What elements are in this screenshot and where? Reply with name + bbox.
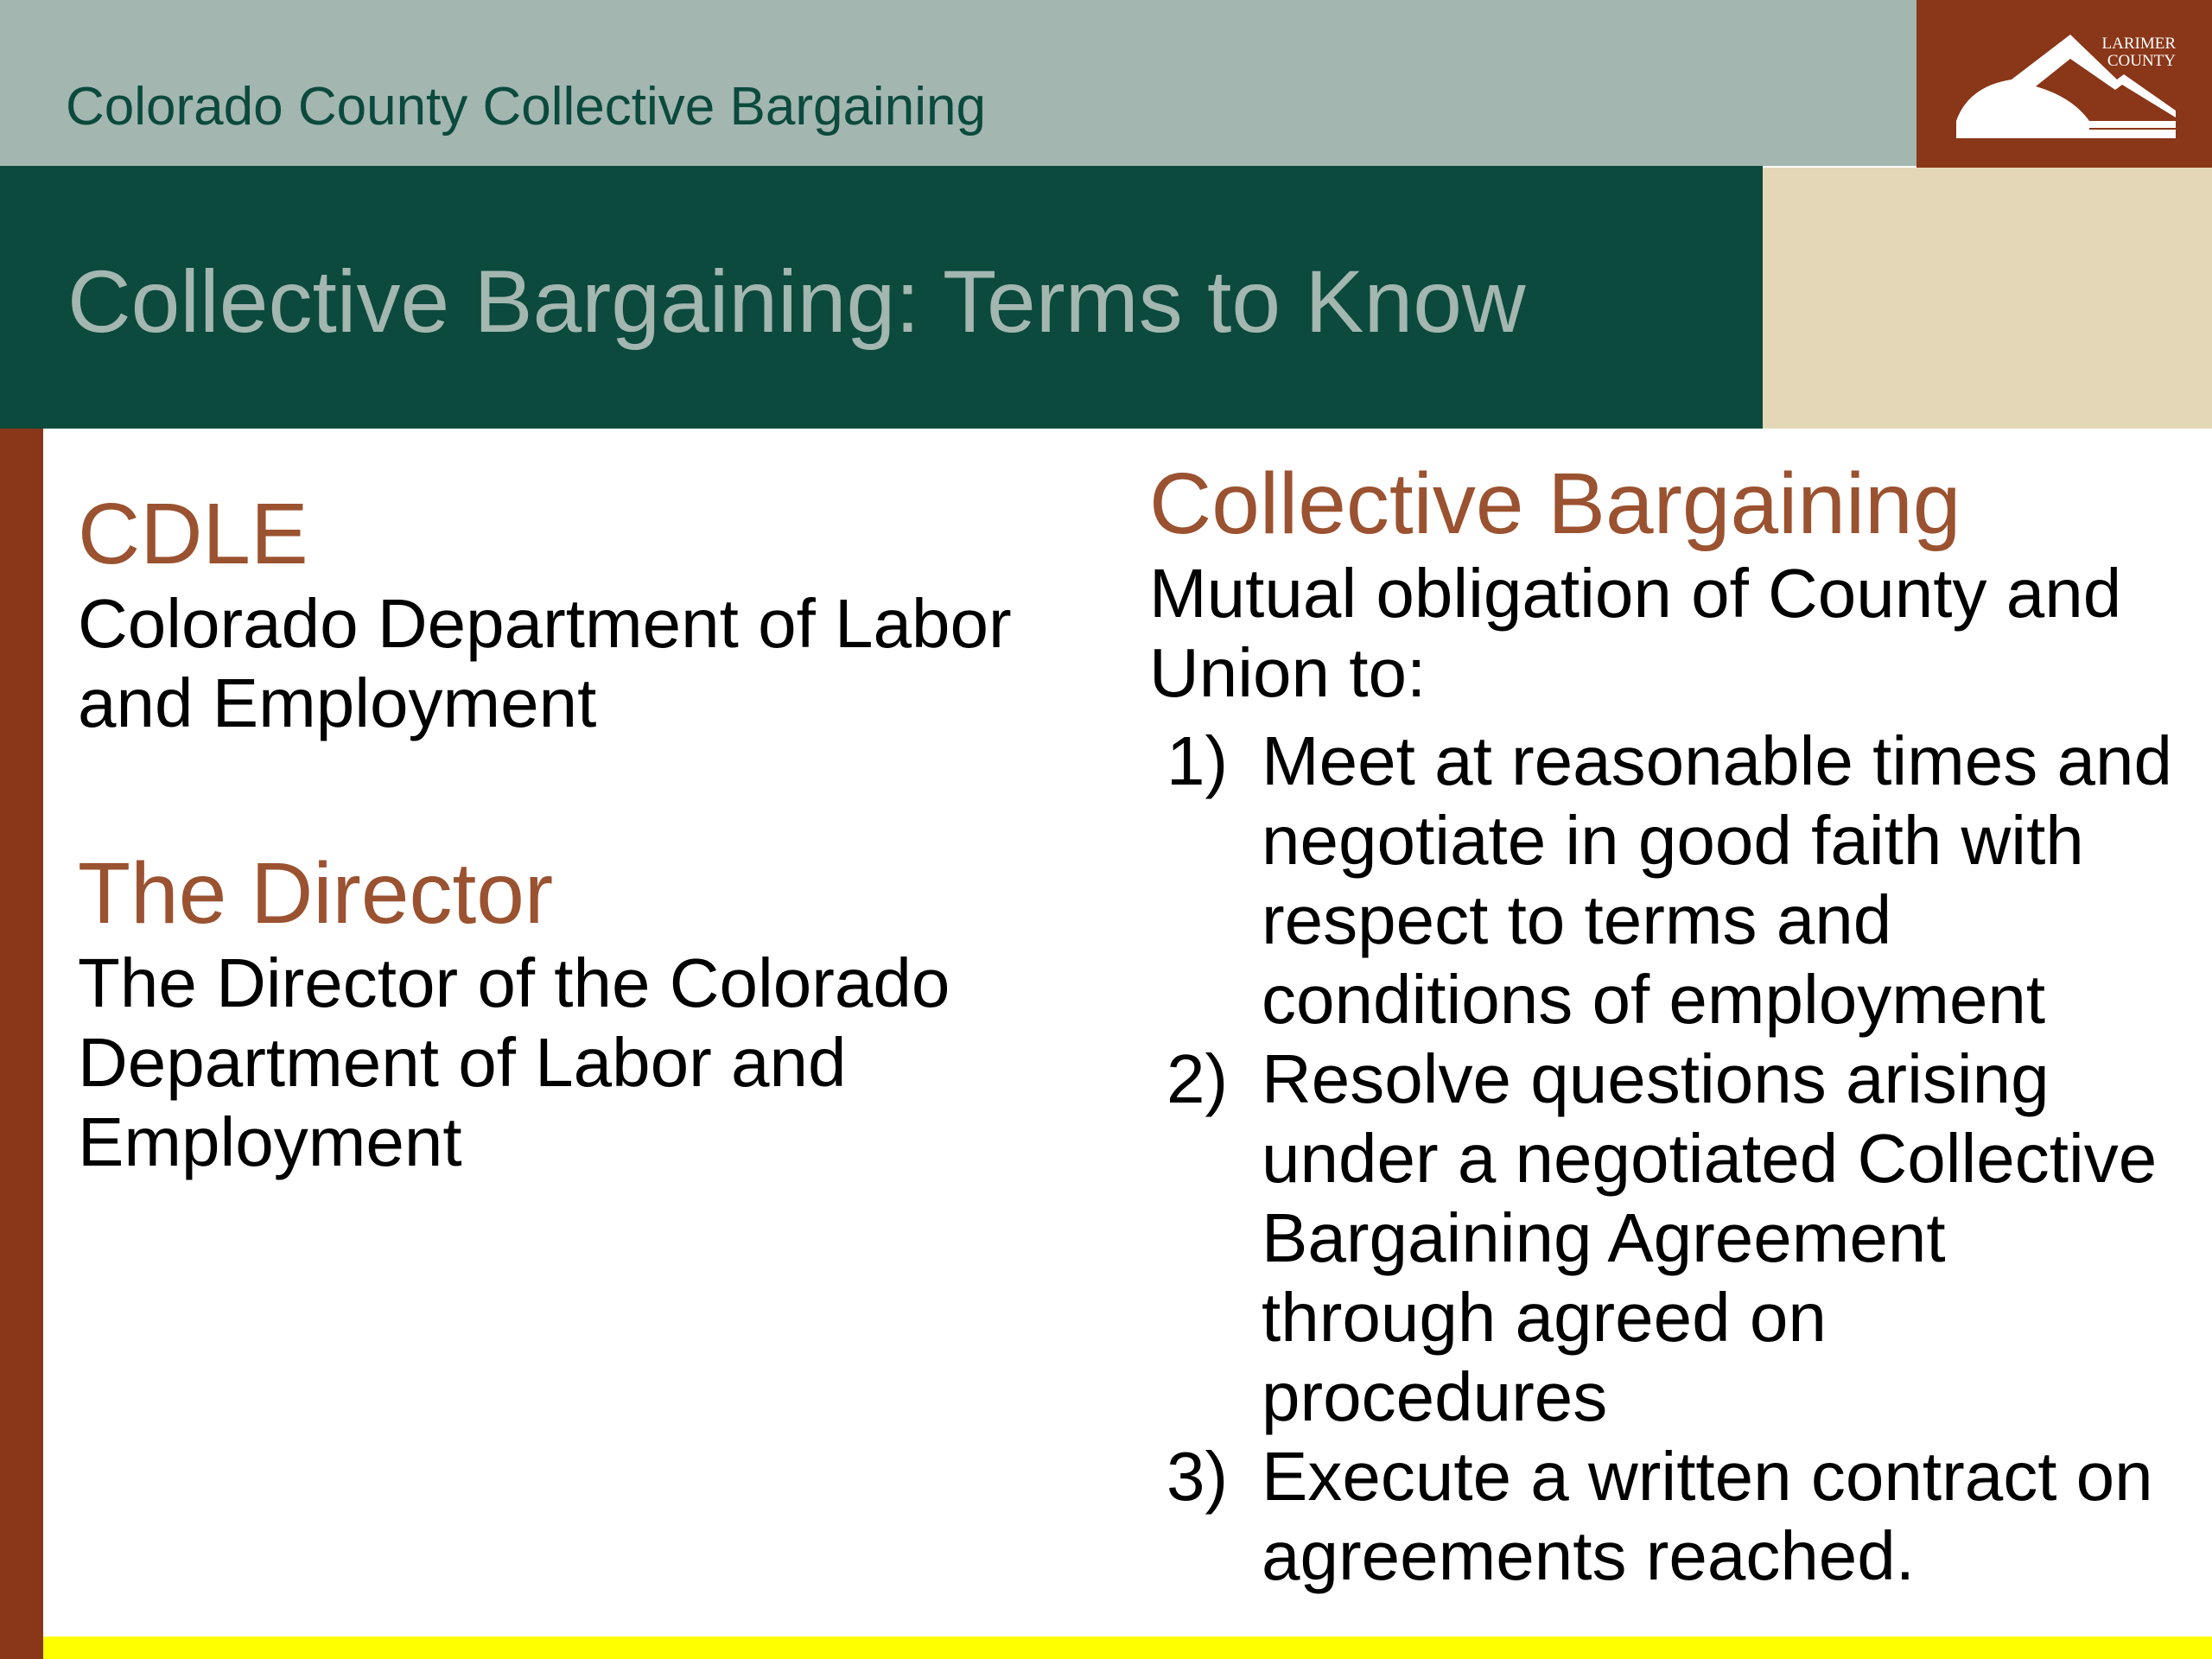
- slide-title: Collective Bargaining: Terms to Know: [67, 252, 1526, 351]
- term-definition-director: The Director of the Colorado Department of Labor and Employment: [78, 944, 950, 1180]
- list-item: [1149, 1437, 2186, 1596]
- left-column: [78, 484, 1115, 1182]
- bottom-accent-bar: [43, 1637, 2212, 1659]
- logo-text-line1: LARIMER: [2101, 35, 2176, 53]
- larimer-county-logo-icon: [1916, 0, 2212, 168]
- list-item: [1149, 721, 2186, 1039]
- list-item: [1149, 1039, 2186, 1437]
- beige-band: [1763, 168, 2212, 429]
- term-intro: Mutual obligation of County and Union to:: [1149, 555, 2122, 711]
- left-accent-bar: [0, 429, 43, 1659]
- right-column: [1149, 454, 2186, 1596]
- obligation-list: [1149, 721, 2186, 1596]
- series-title: Colorado County Collective Bargaining: [66, 77, 986, 137]
- term-heading-cdle: CDLE: [78, 486, 308, 582]
- list-item-text: Meet at reasonable times and negotiate in good faith with respect to terms and conditions of employment: [1262, 722, 2172, 1038]
- larimer-county-logo: [1916, 0, 2212, 168]
- list-item-text: Resolve questions arising under a negotiated Collective Bargaining Agreement through agreed on procedures: [1262, 1040, 2158, 1435]
- list-item-number: 2): [1166, 1040, 1229, 1117]
- term-heading-collective-bargaining: Collective Bargaining: [1149, 455, 1961, 552]
- list-item-number: 1): [1166, 722, 1229, 799]
- list-item-number: 3): [1166, 1438, 1229, 1515]
- term-heading-director: The Director: [78, 845, 554, 942]
- logo-text-line2: COUNTY: [2107, 52, 2176, 70]
- term-definition-cdle: Colorado Department of Labor and Employment: [78, 585, 1012, 741]
- list-item-text: Execute a written contract on agreements reached.: [1262, 1438, 2153, 1594]
